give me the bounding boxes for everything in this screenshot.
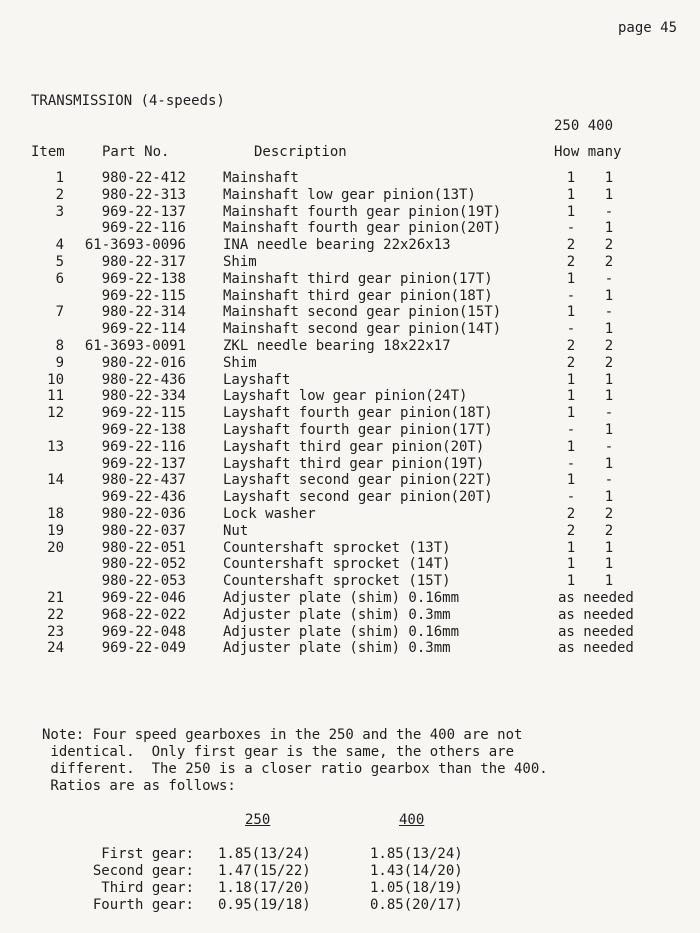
part-number: 980-22-334: [101, 388, 186, 405]
column-header-part-no: Part No.: [102, 144, 170, 160]
item-number: 24: [47, 640, 64, 657]
part-number: 980-22-053: [101, 573, 186, 590]
item-number: 5: [55, 253, 64, 270]
item-number: 9: [55, 354, 64, 371]
table-row: [0, 506, 700, 523]
quantity-400: 2: [604, 337, 614, 354]
part-number: 969-22-137: [101, 455, 186, 472]
part-number: 969-22-436: [101, 489, 186, 506]
part-description: Mainshaft third gear pinion(17T): [223, 270, 493, 287]
part-number: 980-22-052: [101, 556, 186, 573]
quantity-400: -: [604, 405, 614, 422]
part-number: 969-22-138: [101, 421, 186, 438]
part-description: Mainshaft low gear pinion(13T): [223, 186, 476, 203]
part-description: Mainshaft second gear pinion(14T): [223, 321, 502, 338]
quantity-250: 1: [566, 405, 576, 422]
part-number: 980-22-437: [101, 472, 186, 489]
table-row: [0, 540, 700, 557]
ratio-250: 1.18(17/20): [218, 880, 311, 896]
part-number: 969-22-046: [101, 589, 186, 606]
table-row: [0, 355, 700, 372]
part-number: 969-22-116: [101, 438, 186, 455]
part-number: 980-22-412: [101, 170, 186, 186]
quantity-250: 1: [566, 270, 576, 287]
part-number: 980-22-317: [101, 253, 186, 270]
quantity-400: -: [604, 304, 614, 321]
ratio-400: 1.43(14/20): [370, 863, 463, 879]
table-row: [0, 388, 700, 405]
part-description: Countershaft sprocket (15T): [223, 573, 451, 590]
quantity-250: -: [566, 287, 576, 304]
table-row: [0, 573, 700, 590]
quantity-400: 1: [604, 539, 614, 556]
quantity-400: 2: [604, 505, 614, 522]
quantity-250: 1: [566, 573, 576, 590]
item-number: 10: [47, 371, 64, 388]
item-number: 13: [47, 438, 64, 455]
quantity-as-needed: as needed: [558, 640, 634, 657]
part-number: 969-22-048: [101, 623, 186, 640]
part-number: 980-22-016: [101, 354, 186, 371]
item-number: 19: [47, 522, 64, 539]
quantity-250: 1: [566, 388, 576, 405]
quantity-400: 1: [604, 170, 614, 186]
part-description: ZKL needle bearing 18x22x17: [223, 337, 451, 354]
table-row: [0, 204, 700, 221]
quantity-400: -: [604, 472, 614, 489]
table-row: [0, 439, 700, 456]
table-row: [0, 640, 700, 657]
item-number: 3: [55, 203, 64, 220]
part-number: 980-22-313: [101, 186, 186, 203]
quantity-250: 1: [566, 203, 576, 220]
item-number: 12: [47, 405, 64, 422]
quantity-250: -: [566, 421, 576, 438]
table-row: [0, 321, 700, 338]
part-description: Adjuster plate (shim) 0.3mm: [223, 640, 451, 657]
quantity-400: -: [604, 270, 614, 287]
quantity-250: 1: [566, 438, 576, 455]
ratio-row: [0, 863, 700, 880]
part-description: Nut: [223, 522, 249, 539]
item-number: 18: [47, 505, 64, 522]
part-description: Mainshaft fourth gear pinion(19T): [223, 203, 502, 220]
column-header-how-many: How many: [554, 144, 622, 160]
quantity-250: 2: [566, 337, 576, 354]
part-description: Layshaft: [223, 371, 291, 388]
part-number: 61-3693-0091: [84, 337, 186, 354]
table-row: [0, 304, 700, 321]
part-number: 969-22-114: [101, 321, 186, 338]
part-description: Adjuster plate (shim) 0.3mm: [223, 606, 451, 623]
part-number: 980-22-051: [101, 539, 186, 556]
table-row: [0, 456, 700, 473]
quantity-250: -: [566, 455, 576, 472]
item-number: 20: [47, 539, 64, 556]
table-row: [0, 590, 700, 607]
ratio-250: 0.95(19/18): [218, 897, 311, 913]
part-description: Shim: [223, 354, 257, 371]
quantity-400: 1: [604, 287, 614, 304]
quantity-250: 1: [566, 186, 576, 203]
model-header: 250 400: [554, 118, 614, 134]
table-row: [0, 271, 700, 288]
table-row: [0, 556, 700, 573]
part-number: 980-22-436: [101, 371, 186, 388]
item-number: 1: [55, 170, 64, 186]
quantity-250: -: [566, 321, 576, 338]
item-number: 4: [55, 237, 64, 254]
table-row: [0, 254, 700, 271]
quantity-400: 1: [604, 321, 614, 338]
quantity-400: 1: [604, 489, 614, 506]
table-row: [0, 187, 700, 204]
table-row: [0, 372, 700, 389]
quantity-400: 1: [604, 421, 614, 438]
table-row: [0, 405, 700, 422]
ratio-row: [0, 846, 700, 863]
part-number: 969-22-049: [101, 640, 186, 657]
part-description: Lock washer: [223, 505, 316, 522]
item-number: 21: [47, 589, 64, 606]
part-description: INA needle bearing 22x26x13: [223, 237, 451, 254]
quantity-as-needed: as needed: [558, 623, 634, 640]
table-row: [0, 607, 700, 624]
quantity-400: 1: [604, 556, 614, 573]
quantity-250: 2: [566, 253, 576, 270]
quantity-250: -: [566, 220, 576, 237]
quantity-250: 2: [566, 522, 576, 539]
item-number: 6: [55, 270, 64, 287]
part-description: Mainshaft second gear pinion(15T): [223, 304, 502, 321]
quantity-400: -: [604, 203, 614, 220]
part-description: Adjuster plate (shim) 0.16mm: [223, 623, 460, 640]
quantity-400: 1: [604, 573, 614, 590]
table-row: [0, 523, 700, 540]
note-paragraph: Note: Four speed gearboxes in the 250 and the 400 are not identical. Only first gear is the same, the others are different. The 250 is a closer ratio gearbox than the 400. Ratios are as follows:: [42, 727, 548, 794]
table-row: [0, 237, 700, 254]
quantity-250: 2: [566, 354, 576, 371]
quantity-400: 2: [604, 522, 614, 539]
quantity-250: 2: [566, 237, 576, 254]
quantity-250: 1: [566, 304, 576, 321]
quantity-400: -: [604, 438, 614, 455]
part-number: 969-22-137: [101, 203, 186, 220]
quantity-400: 1: [604, 455, 614, 472]
section-title: TRANSMISSION (4-speeds): [31, 93, 225, 109]
gear-name: First gear:: [101, 846, 194, 862]
item-number: 11: [47, 388, 64, 405]
ratio-400: 1.85(13/24): [370, 846, 463, 862]
quantity-250: -: [566, 489, 576, 506]
part-description: Adjuster plate (shim) 0.16mm: [223, 589, 460, 606]
ratio-row: [0, 897, 700, 914]
table-row: [0, 170, 700, 187]
table-row: [0, 489, 700, 506]
quantity-as-needed: as needed: [558, 606, 634, 623]
column-header-item: Item: [31, 144, 65, 160]
quantity-250: 1: [566, 170, 576, 186]
part-description: Mainshaft fourth gear pinion(20T): [223, 220, 502, 237]
gear-name: Second gear:: [92, 863, 194, 879]
part-number: 968-22-022: [101, 606, 186, 623]
part-description: Mainshaft third gear pinion(18T): [223, 287, 493, 304]
table-row: [0, 220, 700, 237]
part-number: 980-22-314: [101, 304, 186, 321]
part-description: Countershaft sprocket (13T): [223, 539, 451, 556]
quantity-250: 1: [566, 539, 576, 556]
page-number: page 45: [618, 20, 678, 36]
part-number: 61-3693-0096: [84, 237, 186, 254]
ratio-row: [0, 880, 700, 897]
table-row: [0, 624, 700, 641]
part-description: Layshaft fourth gear pinion(17T): [223, 421, 493, 438]
column-header-description: Description: [254, 144, 347, 160]
part-description: Shim: [223, 253, 257, 270]
quantity-as-needed: as needed: [558, 589, 634, 606]
part-description: Layshaft third gear pinion(19T): [223, 455, 485, 472]
gear-name: Third gear:: [101, 880, 194, 896]
quantity-250: 1: [566, 556, 576, 573]
table-row: [0, 338, 700, 355]
item-number: 23: [47, 623, 64, 640]
quantity-250: 1: [566, 371, 576, 388]
quantity-400: 2: [604, 237, 614, 254]
ratios-header-250: 250: [245, 812, 271, 828]
table-row: [0, 472, 700, 489]
part-number: 980-22-037: [101, 522, 186, 539]
item-number: 8: [55, 337, 64, 354]
quantity-400: 1: [604, 388, 614, 405]
part-description: Layshaft third gear pinion(20T): [223, 438, 485, 455]
ratio-250: 1.47(15/22): [218, 863, 311, 879]
table-row: [0, 422, 700, 439]
quantity-250: 2: [566, 505, 576, 522]
part-description: Mainshaft: [223, 170, 299, 186]
quantity-400: 1: [604, 186, 614, 203]
part-number: 969-22-116: [101, 220, 186, 237]
item-number: 7: [55, 304, 64, 321]
ratio-250: 1.85(13/24): [218, 846, 311, 862]
parts-table: [0, 170, 700, 657]
part-number: 969-22-115: [101, 405, 186, 422]
part-description: Countershaft sprocket (14T): [223, 556, 451, 573]
part-description: Layshaft second gear pinion(20T): [223, 489, 493, 506]
part-number: 969-22-138: [101, 270, 186, 287]
quantity-400: 2: [604, 253, 614, 270]
quantity-400: 1: [604, 220, 614, 237]
part-number: 980-22-036: [101, 505, 186, 522]
part-description: Layshaft low gear pinion(24T): [223, 388, 468, 405]
item-number: 2: [55, 186, 64, 203]
quantity-250: 1: [566, 472, 576, 489]
ratios-table: [0, 846, 700, 914]
item-number: 22: [47, 606, 64, 623]
ratios-header-400: 400: [399, 812, 425, 828]
quantity-400: 2: [604, 354, 614, 371]
gear-name: Fourth gear:: [92, 897, 194, 913]
quantity-400: 1: [604, 371, 614, 388]
item-number: 14: [47, 472, 64, 489]
table-row: [0, 288, 700, 305]
part-number: 969-22-115: [101, 287, 186, 304]
ratio-400: 0.85(20/17): [370, 897, 463, 913]
part-description: Layshaft second gear pinion(22T): [223, 472, 493, 489]
part-description: Layshaft fourth gear pinion(18T): [223, 405, 493, 422]
ratio-400: 1.05(18/19): [370, 880, 463, 896]
